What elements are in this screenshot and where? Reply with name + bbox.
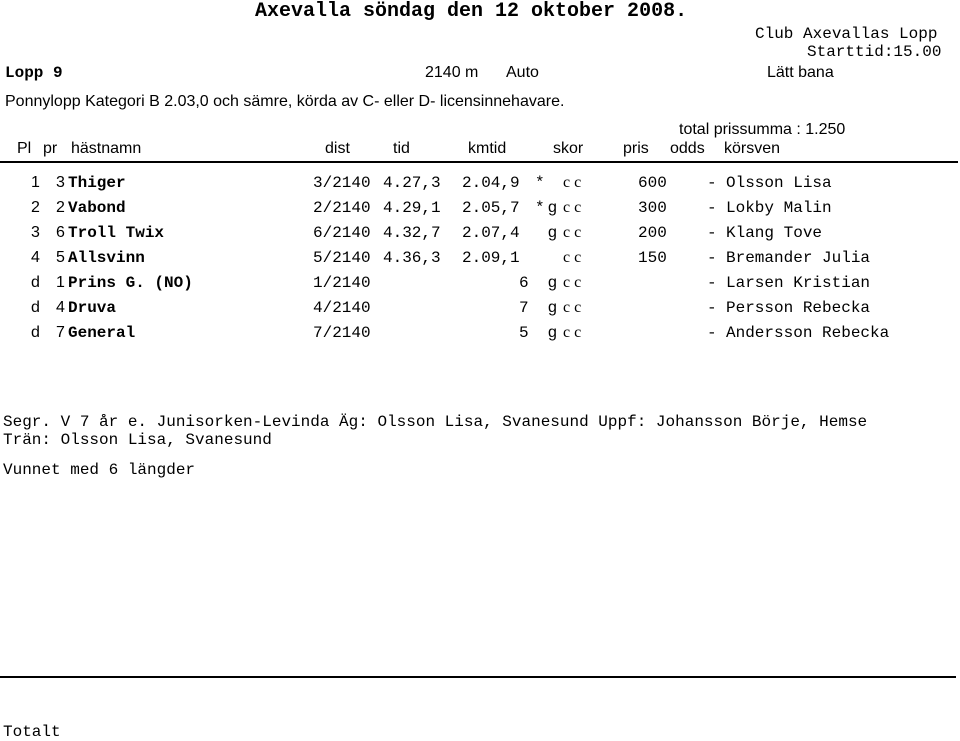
- cell-sep: -: [707, 199, 717, 217]
- cell-horse: General: [68, 324, 136, 342]
- col-dist: dist: [325, 140, 350, 157]
- cell-dist: 5/2140: [313, 249, 371, 267]
- col-skor: skor: [553, 140, 584, 157]
- cell-pr: 2: [56, 199, 65, 216]
- table-row: [0, 299, 960, 319]
- cell-pl: d: [31, 324, 40, 341]
- table-row: [0, 224, 960, 244]
- cell-kmtid: 2.07,4: [462, 224, 520, 242]
- cell-pl: 2: [31, 199, 40, 216]
- col-odds: odds: [670, 140, 705, 157]
- cell-prize: 300: [638, 199, 667, 217]
- cell-horse: Prins G. (NO): [68, 274, 193, 292]
- table-row: [0, 199, 960, 219]
- cell-prize: 600: [638, 174, 667, 192]
- cell-horse: Druva: [68, 299, 117, 317]
- cell-shoes: c c: [563, 174, 582, 191]
- cell-gallop: g: [548, 224, 557, 241]
- trainer-info: Trän: Olsson Lisa, Svanesund: [3, 431, 272, 449]
- cell-horse: Thiger: [68, 174, 126, 192]
- cell-pr: 3: [56, 174, 65, 191]
- cell-driver: Andersson Rebecka: [726, 324, 890, 342]
- club-name: Club Axevallas Lopp: [755, 25, 938, 43]
- cell-mark: *: [535, 199, 545, 217]
- cell-horse: Troll Twix: [68, 224, 165, 242]
- cell-kmtid: 7: [519, 299, 529, 317]
- cell-pr: 1: [56, 274, 65, 291]
- cell-sep: -: [707, 299, 717, 317]
- col-horse: hästnamn: [71, 140, 142, 157]
- cell-sep: -: [707, 174, 717, 192]
- table-row: [0, 324, 960, 344]
- cell-driver: Klang Tove: [726, 224, 823, 242]
- cell-sep: -: [707, 324, 717, 342]
- cell-gallop: g: [548, 324, 557, 341]
- cell-tid: 4.32,7: [383, 224, 441, 242]
- cell-tid: 4.29,1: [383, 199, 441, 217]
- cell-shoes: c c: [563, 249, 582, 266]
- footer-divider: [0, 676, 956, 678]
- cell-tid: 4.36,3: [383, 249, 441, 267]
- cell-gallop: g: [548, 299, 557, 316]
- cell-pl: 1: [31, 174, 40, 191]
- race-distance: 2140 m: [425, 64, 479, 81]
- cell-shoes: c c: [563, 274, 582, 291]
- cell-gallop: g: [548, 199, 557, 216]
- cell-prize: 200: [638, 224, 667, 242]
- cell-dist: 6/2140: [313, 224, 371, 242]
- cell-kmtid: 2.09,1: [462, 249, 520, 267]
- col-driver: körsven: [724, 140, 781, 157]
- cell-pl: 4: [31, 249, 40, 266]
- race-description: Ponnylopp Kategori B 2.03,0 och sämre, körda av C- eller D- licensinnehavare.: [5, 93, 565, 110]
- cell-sep: -: [707, 274, 717, 292]
- table-row: [0, 274, 960, 294]
- cell-pl: 3: [31, 224, 40, 241]
- cell-dist: 4/2140: [313, 299, 371, 317]
- cell-tid: 4.27,3: [383, 174, 441, 192]
- cell-dist: 1/2140: [313, 274, 371, 292]
- cell-driver: Bremander Julia: [726, 249, 871, 267]
- cell-shoes: c c: [563, 324, 582, 341]
- winner-info: Segr. V 7 år e. Junisorken-Levinda Äg: Olsson Lisa, Svanesund Uppf: Johansson Börje, Hemse: [3, 413, 868, 431]
- cell-kmtid: 2.05,7: [462, 199, 520, 217]
- cell-sep: -: [707, 224, 717, 242]
- cell-driver: Olsson Lisa: [726, 174, 832, 192]
- cell-prize: 150: [638, 249, 667, 267]
- cell-shoes: c c: [563, 224, 582, 241]
- cell-pr: 6: [56, 224, 65, 241]
- cell-mark: *: [535, 174, 545, 192]
- cell-shoes: c c: [563, 299, 582, 316]
- col-pl: Pl: [17, 140, 32, 157]
- cell-pl: d: [31, 299, 40, 316]
- cell-pr: 7: [56, 324, 65, 341]
- total-prize: total prissumma : 1.250: [679, 121, 846, 138]
- cell-pl: d: [31, 274, 40, 291]
- cell-kmtid: 2.04,9: [462, 174, 520, 192]
- cell-gallop: g: [548, 274, 557, 291]
- race-number: Lopp 9: [5, 64, 63, 82]
- table-row: [0, 249, 960, 269]
- winning-margin: Vunnet med 6 längder: [3, 461, 196, 479]
- cell-pr: 4: [56, 299, 65, 316]
- cell-sep: -: [707, 249, 717, 267]
- cell-shoes: c c: [563, 199, 582, 216]
- cell-kmtid: 5: [519, 324, 529, 342]
- header-divider: [0, 161, 958, 163]
- table-row: [0, 174, 960, 194]
- cell-horse: Vabond: [68, 199, 126, 217]
- page-title: Axevalla söndag den 12 oktober 2008.: [255, 0, 688, 23]
- cell-driver: Larsen Kristian: [726, 274, 871, 292]
- start-time: Starttid:15.00: [807, 43, 942, 61]
- cell-kmtid: 6: [519, 274, 529, 292]
- cell-driver: Lokby Malin: [726, 199, 832, 217]
- cell-dist: 2/2140: [313, 199, 371, 217]
- col-kmtid: kmtid: [468, 140, 507, 157]
- cell-horse: Allsvinn: [68, 249, 145, 267]
- total-label: Totalt: [3, 723, 61, 741]
- cell-dist: 3/2140: [313, 174, 371, 192]
- cell-pr: 5: [56, 249, 65, 266]
- col-tid: tid: [393, 140, 410, 157]
- cell-driver: Persson Rebecka: [726, 299, 871, 317]
- start-type: Auto: [506, 64, 539, 81]
- col-pris: pris: [623, 140, 649, 157]
- track-condition: Lätt bana: [767, 64, 834, 81]
- cell-dist: 7/2140: [313, 324, 371, 342]
- col-pr: pr: [43, 140, 58, 157]
